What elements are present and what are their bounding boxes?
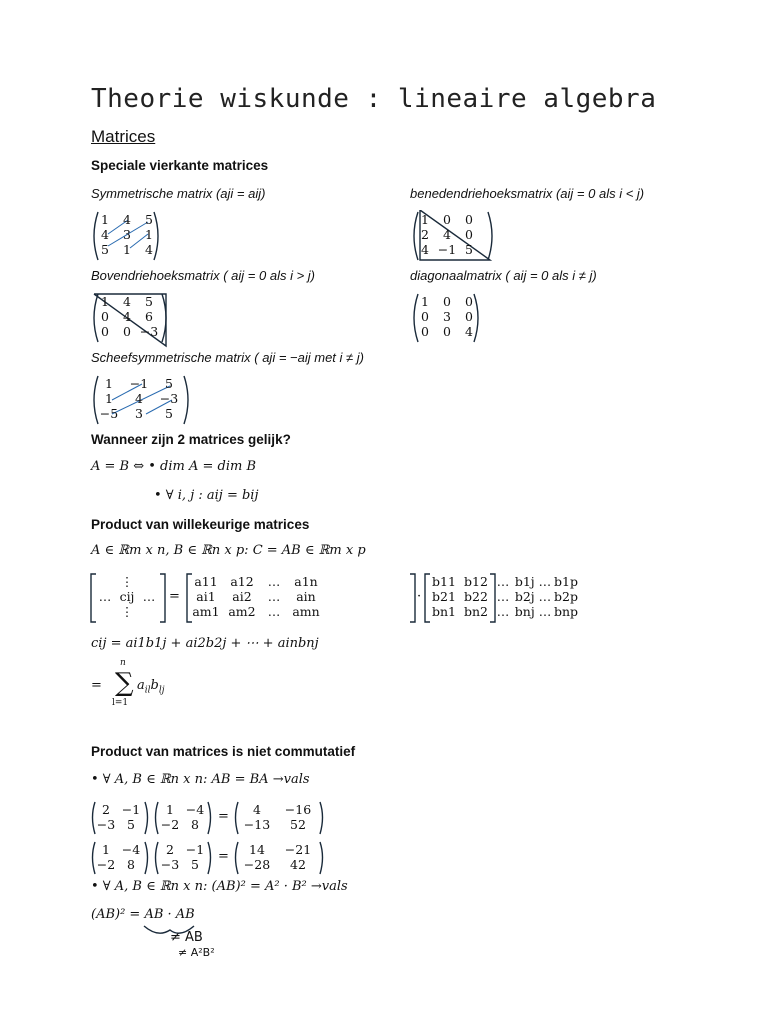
b-matrix-cell: …: [496, 604, 510, 619]
upper-matrix-cell: 0: [101, 324, 109, 339]
skew-matrix-cell: 5: [165, 406, 173, 421]
a-matrix-cell: am2: [228, 604, 256, 619]
diagonal-matrix-cell: 4: [465, 324, 473, 339]
example-matrix-cell: −2: [96, 857, 116, 872]
section-heading: Matrices: [91, 127, 156, 146]
c-matrix-cell: …: [142, 589, 156, 604]
example-matrix-cell: −13: [243, 817, 271, 832]
example-matrix-cell: 8: [127, 857, 135, 872]
lower-matrix-cell: −1: [437, 242, 457, 257]
example-matrix-cell: 5: [191, 857, 199, 872]
example-1: [88, 800, 348, 836]
c-matrix-cell: ⋮: [120, 604, 134, 619]
symmetric-matrix: [90, 210, 170, 262]
b-matrix-cell: b12: [464, 574, 488, 589]
diagonal-matrix-cell: 0: [421, 309, 429, 324]
b-matrix-cell: bnp: [553, 604, 579, 619]
sum-term: $a_{il}b_{lj}$: [137, 678, 165, 696]
lower-matrix-cell: 4: [421, 242, 429, 257]
skew-matrix-cell: −5: [99, 406, 119, 421]
example-matrix-cell: −16: [284, 802, 312, 817]
cij-formula: cij = ai1b1j + ai2b2j + ⋯ + ainbnj: [91, 636, 319, 651]
a-matrix-cell: …: [267, 574, 281, 589]
a-matrix-cell: …: [267, 604, 281, 619]
example-matrix-cell: 14: [249, 842, 265, 857]
lower-matrix-cell: 4: [443, 227, 451, 242]
diagonal-matrix-cell: 0: [443, 324, 451, 339]
square-claim: • ∀ A, B ∈ ℝn x n: (AB)² = A² · B² →vals: [91, 879, 348, 894]
example-matrix-cell: 2: [102, 802, 110, 817]
diagonal-matrix-cell: 0: [443, 294, 451, 309]
c-matrix-cell: ⋮: [120, 574, 134, 589]
diagonal-matrix-cell: 0: [465, 309, 473, 324]
b-matrix-cell: …: [496, 589, 510, 604]
upper-matrix-cell: 5: [145, 294, 153, 309]
a-matrix-cell: ain: [296, 589, 316, 604]
upper-matrix-cell: 6: [145, 309, 153, 324]
diagonal-matrix-cell: 0: [465, 294, 473, 309]
subheading-special-matrices: Speciale vierkante matrices: [91, 158, 269, 173]
c-matrix-cell: cij: [119, 589, 135, 604]
a-matrix-cell: a12: [230, 574, 254, 589]
upper-matrix-cell: 4: [123, 309, 131, 324]
b-matrix-cell: b1j …: [514, 574, 552, 589]
example-matrix-cell: −3: [160, 857, 180, 872]
c-matrix-cell: [94, 604, 116, 619]
skew-matrix-cell: 4: [135, 391, 143, 406]
diagonal-matrix-cell: 1: [421, 294, 429, 309]
sum-formula: [91, 660, 291, 710]
equality-line-2: • ∀ i, j : aij = bij: [154, 488, 259, 503]
a-matrix-cell: …: [267, 589, 281, 604]
label-lower-triangular: benedendriehoeksmatrix (aij = 0 als i < j): [410, 186, 645, 201]
square-expansion: (AB)² = AB · AB: [91, 907, 195, 922]
sigma-symbol: ∑: [115, 668, 134, 698]
page-title: Theorie wiskunde : lineaire algebra: [91, 84, 657, 114]
b-matrix-cell: b2j …: [514, 589, 552, 604]
skew-matrix-cell: −3: [159, 391, 179, 406]
handwritten-note-1: ≠ AB: [170, 930, 203, 945]
example-matrix-cell: −2: [160, 817, 180, 832]
b-matrix-cell: b21: [432, 589, 456, 604]
upper-matrix-cell: 0: [101, 309, 109, 324]
diagonal-matrix: [410, 292, 490, 344]
example-2: [88, 840, 348, 876]
commutative-claim: • ∀ A, B ∈ ℝn x n: AB = BA →vals: [91, 772, 310, 787]
example-matrix-cell: −1: [185, 842, 205, 857]
sum-equals: =: [91, 678, 102, 693]
symmetric-matrix-cell: 4: [123, 212, 131, 227]
a-matrix-cell: ai1: [196, 589, 216, 604]
lower-matrix-cell: 0: [465, 212, 473, 227]
a-matrix-cell: am1: [192, 604, 220, 619]
product-matrix-equation: [88, 570, 579, 626]
b-matrix-cell: b2p: [554, 589, 578, 604]
skew-symmetric-matrix: [90, 374, 200, 426]
upper-triangular-matrix: [90, 292, 180, 348]
symmetric-matrix-cell: 1: [145, 227, 153, 242]
skew-matrix-cell: 5: [165, 376, 173, 391]
upper-matrix-cell: 4: [123, 294, 131, 309]
example-matrix-cell: 1: [102, 842, 110, 857]
lower-triangular-matrix: [410, 210, 500, 262]
upper-matrix-cell: −3: [139, 324, 159, 339]
equals-sign: =: [218, 809, 229, 824]
symmetric-matrix-cell: 5: [101, 242, 109, 257]
lower-matrix-cell: 2: [421, 227, 429, 242]
symmetric-matrix-cell: 4: [145, 242, 153, 257]
skew-matrix-cell: 1: [105, 376, 113, 391]
b-matrix-cell: bnj …: [514, 604, 552, 619]
c-matrix-cell: [94, 574, 116, 589]
symmetric-matrix-cell: 3: [123, 227, 131, 242]
c-matrix-cell: [138, 604, 160, 619]
label-skew-symmetric: Scheefsymmetrische matrix ( aji = −aij met i ≠ j): [91, 350, 364, 365]
example-matrix-cell: 42: [290, 857, 306, 872]
a-matrix-cell: a11: [194, 574, 218, 589]
lower-matrix-cell: 1: [421, 212, 429, 227]
dot-operator: ·: [417, 589, 422, 604]
b-matrix-cell: bn1: [431, 604, 456, 619]
label-upper-triangular: Bovendriehoeksmatrix ( aij = 0 als i > j): [91, 268, 315, 283]
subheading-noncommutative: Product van matrices is niet commutatief: [91, 744, 356, 759]
example-matrix-cell: −1: [121, 802, 141, 817]
handwritten-note-2: ≠ A²B²: [178, 946, 215, 959]
equals-sign: =: [169, 589, 180, 604]
b-matrix-cell: b1p: [554, 574, 578, 589]
lower-matrix-cell: 5: [465, 242, 473, 257]
product-definition: A ∈ ℝm x n, B ∈ ℝn x p: C = AB ∈ ℝm x p: [91, 543, 366, 558]
b-matrix-cell: bn2: [463, 604, 488, 619]
skew-matrix-cell: 1: [105, 391, 113, 406]
example-matrix-cell: −3: [96, 817, 116, 832]
example-matrix-cell: 2: [166, 842, 174, 857]
example-matrix-cell: 5: [127, 817, 135, 832]
symmetric-matrix-cell: 5: [145, 212, 153, 227]
upper-matrix-cell: 1: [101, 294, 109, 309]
c-matrix-cell: …: [98, 589, 112, 604]
b-matrix-cell: b22: [464, 589, 488, 604]
example-matrix-cell: 4: [253, 802, 261, 817]
example-matrix-cell: −21: [284, 842, 312, 857]
skew-matrix-cell: 3: [135, 406, 143, 421]
c-matrix-cell: [138, 574, 160, 589]
diagonal-matrix-cell: 0: [421, 324, 429, 339]
example-matrix-cell: 1: [166, 802, 174, 817]
example-matrix-cell: −28: [243, 857, 271, 872]
equality-line-1: A = B ⇔ • dim A = dim B: [91, 459, 257, 474]
a-matrix-cell: a1n: [294, 574, 318, 589]
symmetric-matrix-cell: 1: [101, 212, 109, 227]
example-matrix-cell: 52: [290, 817, 306, 832]
example-matrix-cell: −4: [121, 842, 141, 857]
example-matrix-cell: −4: [185, 802, 205, 817]
a-matrix-cell: amn: [292, 604, 320, 619]
a-matrix-cell: ai2: [232, 589, 252, 604]
b-matrix-cell: …: [496, 574, 510, 589]
skew-matrix-cell: −1: [129, 376, 149, 391]
subheading-equality: Wanneer zijn 2 matrices gelijk?: [91, 432, 291, 447]
symmetric-matrix-cell: 4: [101, 227, 109, 242]
sum-lower-limit: l=1: [112, 698, 129, 708]
example-matrix-cell: 8: [191, 817, 199, 832]
subheading-product: Product van willekeurige matrices: [91, 517, 310, 532]
upper-matrix-cell: 0: [123, 324, 131, 339]
b-matrix-cell: b11: [432, 574, 456, 589]
label-diagonal: diagonaalmatrix ( aij = 0 als i ≠ j): [410, 268, 597, 283]
sum-upper-limit: n: [120, 658, 126, 668]
symmetric-matrix-cell: 1: [123, 242, 131, 257]
lower-matrix-cell: 0: [465, 227, 473, 242]
equals-sign: =: [218, 849, 229, 864]
lower-matrix-cell: 0: [443, 212, 451, 227]
diagonal-matrix-cell: 3: [443, 309, 451, 324]
label-symmetric: Symmetrische matrix (aji = aij): [91, 186, 266, 201]
